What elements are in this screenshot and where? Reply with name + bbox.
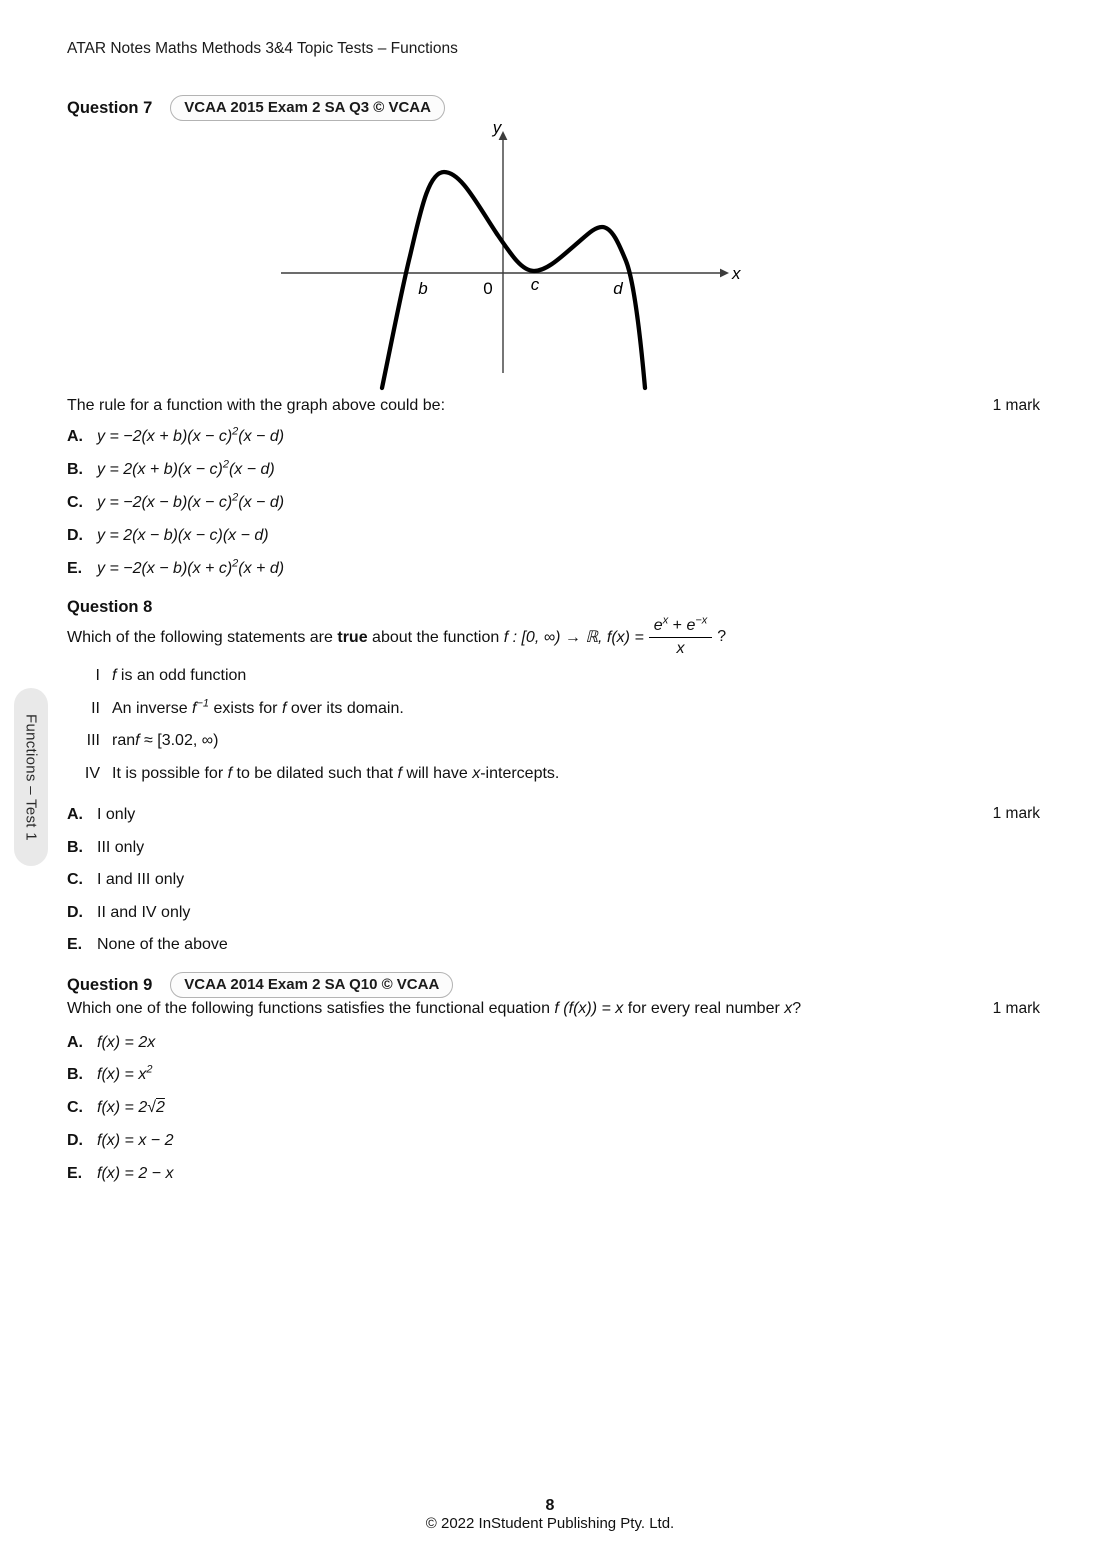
option-row-a [67, 420, 284, 453]
stem-math: x [784, 1000, 793, 1017]
option-row-d [67, 1124, 173, 1157]
statement-i: I f is an odd function [67, 660, 559, 693]
statement-numeral: II [91, 699, 100, 717]
stem-text: Which of the following statements are [67, 629, 338, 646]
option-formula: $y = -2(x - b)(x + c)^2(x + d)$ [97, 557, 285, 577]
option-text: II and IV only [97, 903, 191, 921]
option-row-a [67, 799, 1040, 832]
question-7-marks: 1 mark [992, 397, 1040, 414]
question-8-statements [67, 660, 559, 790]
option-row-c [67, 486, 284, 519]
option-row-c [67, 864, 1040, 897]
option-letter: C. [67, 1098, 83, 1116]
stem-text: for every real number [623, 1000, 785, 1017]
option-formula: f(x) = x − 2 [97, 1131, 174, 1149]
option-formula: f(x) = 2x [97, 1034, 156, 1051]
stem-math: f : [0, ∞) → ℝ, f(x) = [503, 629, 644, 646]
option-row-d [67, 897, 1040, 930]
root-c-label: c [530, 275, 540, 294]
side-tab-functions-test-1: Functions – Test 1 [14, 688, 48, 866]
quartic-graph-figure [273, 120, 743, 392]
fraction-denominator: x [676, 639, 685, 657]
option-formula: f(x) = 2 − x [97, 1164, 174, 1182]
option-text: III only [97, 838, 145, 856]
question-7-graph [273, 120, 743, 397]
option-letter: A. [67, 806, 83, 824]
stem-question-mark: ? [717, 628, 727, 645]
stem-text: Which one of the following functions satisfies the functional equation [67, 1000, 555, 1017]
page-footer [0, 1497, 1100, 1532]
option-letter: D. [67, 526, 83, 544]
option-text: None of the above [97, 936, 228, 954]
statement-numeral: IV [84, 764, 100, 782]
option-letter: E. [67, 559, 83, 577]
fraction-numerator: $e^x + e^{-x}$ [649, 617, 712, 638]
origin-label: 0 [483, 279, 493, 298]
option-formula: f(x) = 2√2 [97, 1098, 165, 1116]
question-8-marks: 1 mark [992, 805, 1040, 822]
option-formula: $y = -2(x - b)(x - c)^2(x - d)$ [97, 491, 285, 511]
stem-bold-true: true [337, 629, 368, 646]
option-row-d [67, 519, 284, 552]
statement-iv: IV It is possible for f to be dilated such that f will have x-intercepts. [67, 758, 559, 791]
stem-text: about the function [367, 629, 504, 646]
page-header: ATAR Notes Maths Methods 3&4 Topic Tests – Functions [67, 40, 458, 57]
option-row-b [67, 1059, 173, 1091]
option-row-b [67, 453, 284, 486]
statement-ii: II An inverse $f^{-1}$ exists for f over its domain. [67, 693, 559, 726]
question-8-title: Question 8 [67, 598, 153, 616]
y-axis-label: y [492, 120, 502, 137]
statement-numeral: III [86, 732, 100, 750]
question-7-prompt-row [67, 397, 1040, 415]
question-9-options [67, 1027, 173, 1190]
question-7-options [67, 420, 284, 585]
option-row-b [67, 832, 1040, 865]
option-formula: $y = 2(x + b)(x - c)^2(x - d)$ [97, 458, 275, 478]
option-text: I only [97, 806, 136, 824]
root-b-label: b [418, 279, 428, 298]
option-letter: C. [67, 493, 83, 511]
option-letter: D. [67, 1131, 83, 1149]
root-d-label: d [613, 279, 623, 298]
option-row-a [67, 1027, 173, 1059]
option-letter: E. [67, 1164, 83, 1182]
question-9-source-badge: VCAA 2014 Exam 2 SA Q10 © VCAA [170, 972, 453, 998]
option-letter: A. [67, 1034, 83, 1051]
option-letter: B. [67, 460, 83, 478]
stem-text: ? [792, 1000, 802, 1017]
option-letter: E. [67, 936, 83, 954]
option-row-e [67, 1157, 173, 1190]
option-formula: $f(x) = x^2$ [97, 1063, 153, 1083]
x-axis-label: x [732, 264, 741, 283]
option-text: I and III only [97, 871, 185, 889]
statement-numeral: I [95, 667, 100, 685]
option-letter: D. [67, 903, 83, 921]
question-8-stem [67, 610, 1040, 664]
fraction [649, 614, 712, 658]
question-8-options [67, 799, 1040, 962]
copyright-notice: © 2022 InStudent Publishing Pty. Ltd. [425, 1515, 675, 1532]
option-row-e [67, 552, 284, 585]
question-9-marks: 1 mark [992, 1000, 1040, 1017]
question-9-heading [67, 972, 453, 998]
option-letter: B. [67, 838, 83, 856]
option-letter: C. [67, 871, 83, 889]
option-formula: y = 2(x − b)(x − c)(x − d) [97, 526, 269, 544]
stem-math: f (f(x)) = x [554, 1000, 624, 1017]
option-formula: $y = -2(x + b)(x - c)^2(x - d)$ [97, 425, 285, 445]
question-7-title: Question 7 [67, 98, 153, 117]
statement-iii: III ranf ≈ [3.02, ∞) [67, 725, 559, 758]
option-row-c [67, 1091, 173, 1124]
question-7-prompt: The rule for a function with the graph above could be: [67, 397, 446, 414]
page-number: 8 [545, 1497, 555, 1514]
option-letter: A. [67, 427, 83, 445]
question-7-source-badge: VCAA 2015 Exam 2 SA Q3 © VCAA [170, 95, 445, 121]
x-axis-arrow [720, 269, 729, 278]
option-row-e [67, 929, 1040, 962]
option-letter: B. [67, 1066, 83, 1083]
question-9-title: Question 9 [67, 975, 153, 994]
question-7-heading [67, 95, 445, 121]
question-9-stem [67, 1000, 1040, 1018]
